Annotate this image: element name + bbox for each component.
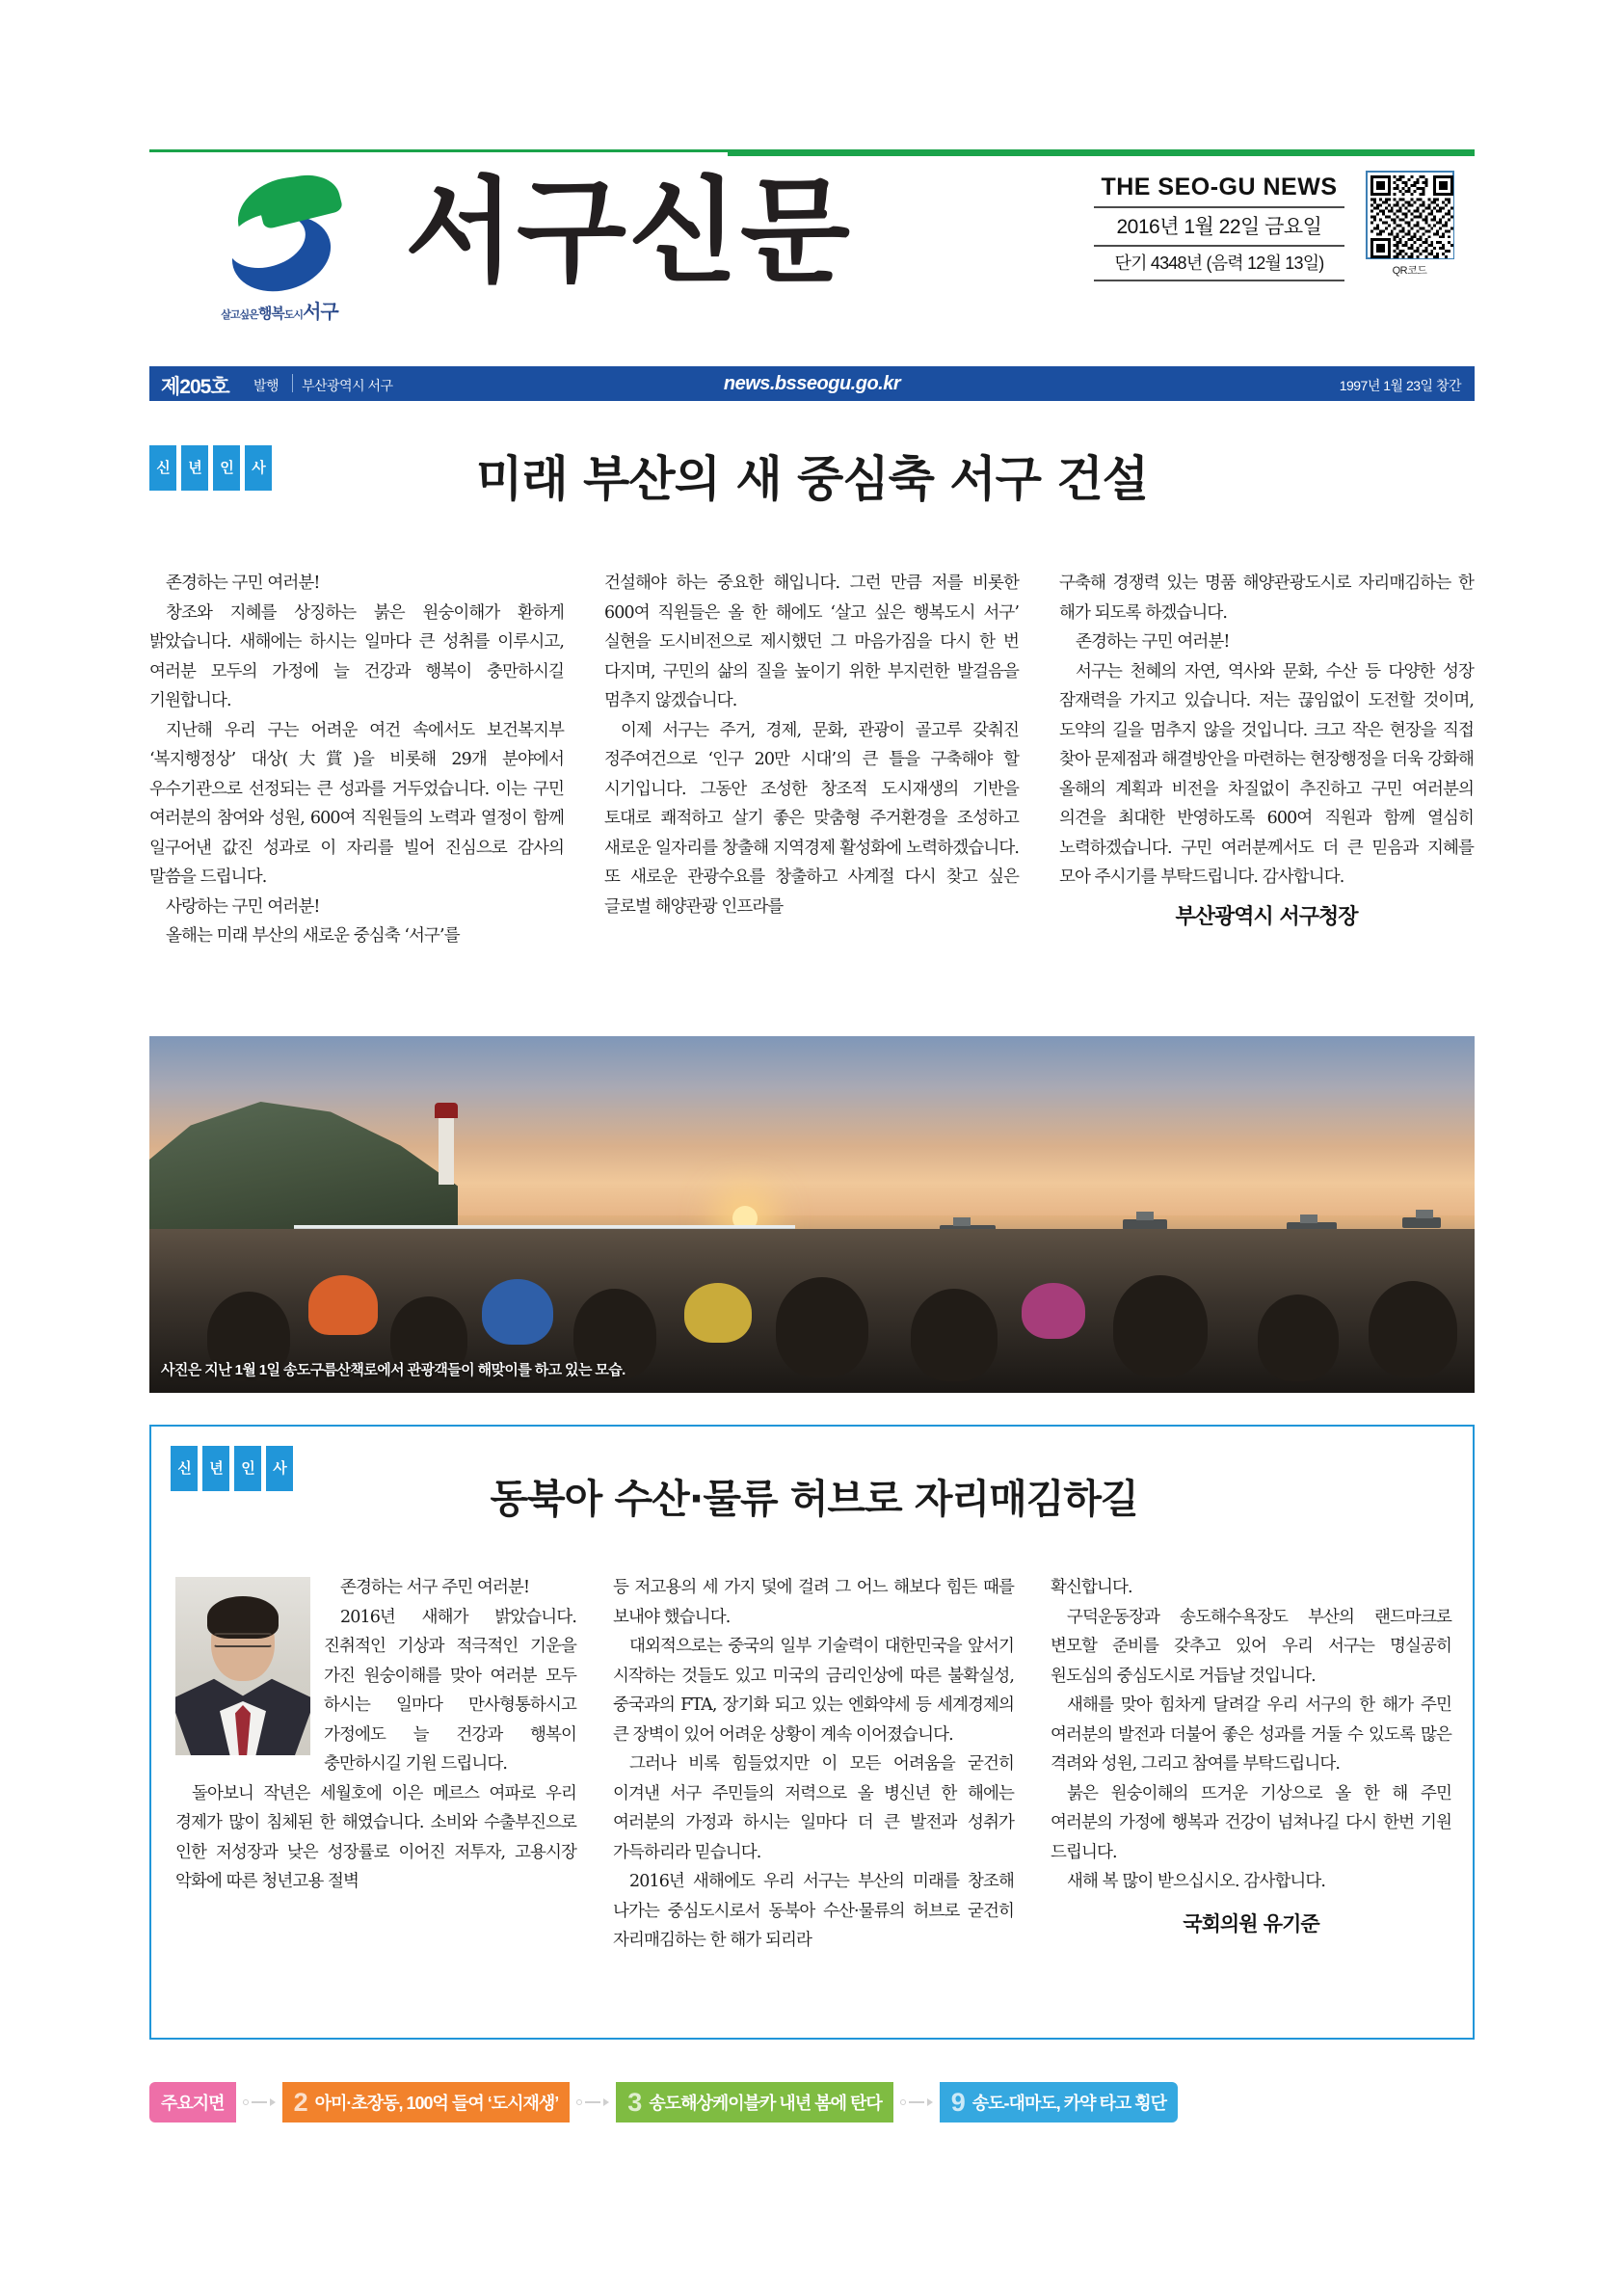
qr-code-block[interactable] [1359, 171, 1460, 278]
highlights-bar [149, 2082, 1475, 2122]
badge-char-2: 년 [181, 445, 208, 491]
badge-char-4: 사 [245, 445, 272, 491]
website-url[interactable]: news.bsseogu.go.kr [723, 373, 901, 394]
highlight-item-1[interactable] [282, 2082, 571, 2122]
logo-slogan-3: 도시 [283, 309, 304, 321]
paragraph: 등 저고용의 세 가지 덫에 걸려 그 어느 해보다 힘든 때를 보내야 했습니다. [613, 1578, 1014, 1627]
article-1-signature: 부산광역시 서구청장 [1175, 904, 1358, 929]
paragraph: 대외적으로는 중국의 일부 기술력이 대한민국을 앞서기 시작하는 것들도 있고 미국의 금리인상에 따른 불확실성, 중국과의 FTA, 장기화 되고 있는 엔화약세 등 세계경제의 큰 장벽이 있어 어려운 상황이 계속 이어졌습니다. [613, 1637, 1014, 1745]
masthead-datebox [1094, 171, 1344, 281]
solar-date: 2016년 1월 22일 금요일 [1116, 216, 1322, 238]
article-2-signature: 국회의원 유기준 [1183, 1911, 1319, 1936]
lunar-date-line [1094, 247, 1344, 281]
paragraph: 구축해 경쟁력 있는 명품 해양관광도시로 자리매김하는 한 해가 되도록 하겠습니다. [1059, 574, 1474, 623]
masthead-top-rule-thick [728, 149, 1475, 156]
highlight-page-number: 3 [627, 2087, 642, 2117]
photo-person [482, 1279, 553, 1345]
paragraph: 올해는 미래 부산의 새로운 중심축 ‘서구’를 [166, 926, 460, 946]
paragraph: 이제 서구는 주거, 경제, 문화, 관광이 골고루 갖춰진 정주여건으로 ‘인구 20만 시대’의 큰 틀을 구축해야 할 시기입니다. 그동안 조성한 창조적 도시재생의 기반을 토대로 쾌적하고 살기 좋은 맞춤형 주거환경을 조성하고 새로운 일자리를 창출해 지역경제 활성화에 노력하겠습니다. 또 새로운 관광수요를 창출하고 사계절 다시 찾고 싶은 글로벌 해양관광 인프라를 [604, 720, 1019, 917]
logo-slogan-1: 살고싶은 [221, 309, 258, 321]
logo-slogan-2: 행복 [257, 306, 284, 322]
article-1-column-3 [1059, 569, 1474, 951]
photo-person [1022, 1283, 1085, 1339]
paragraph: 서구는 천혜의 자연, 역사와 문화, 수산 등 다양한 성장 잠재력을 가지고 있습니다. 저는 끊임없이 도전할 것이며, 도약의 길을 멈추지 않을 것입니다. 크고 작은 현장을 직접 찾아 문제점과 해결방안을 마련하는 현장행정을 더욱 강화해 올해의 계획과 비전을 차질없이 추진하고 구민 여러분의 의견을 최대한 반영하도록 600여 직원과 함께 열심히 노력하겠습니다. 구민 여러분께서도 더 큰 믿음과 지혜를 모아 주시기를 부탁드립니다. 감사합니다. [1059, 661, 1474, 887]
paragraph: 그러나 비록 힘들었지만 이 모든 어려움을 굳건히 이겨낸 서구 주민들의 저력으로 올 병신년 한 해에는 여러분의 가정과 하시는 일마다 더 큰 발전과 성취가 가득하리라 믿습니다. [613, 1754, 1014, 1862]
logo-name: 서구 [303, 302, 338, 323]
article-1-column-1 [149, 569, 564, 951]
publisher-name: 부산광역시 서구 [302, 378, 393, 393]
paragraph: 새해 복 많이 받으십시오. 감사합니다. [1067, 1872, 1326, 1891]
highlight-item-2[interactable] [616, 2082, 892, 2122]
publish-label: 발행 [253, 378, 279, 393]
article-2-column-3 [1051, 1573, 1451, 1956]
highlights-label: 주요지면 [149, 2082, 236, 2122]
highlight-page-number: 2 [293, 2087, 307, 2117]
arrow-separator-icon [570, 2082, 616, 2122]
article-2-column-1 [175, 1573, 576, 1956]
photo-person [776, 1277, 868, 1377]
photo-person [684, 1283, 752, 1343]
english-title: THE SEO-GU NEWS [1101, 174, 1338, 200]
article-1-body [149, 569, 1475, 951]
badge-char-4: 사 [266, 1446, 293, 1491]
badge-char-3: 인 [234, 1446, 261, 1491]
paragraph: 2016년 새해가 밝았습니다. 진취적인 기상과 적극적인 기운을 가진 원숭이해를 맞아 여러분 모두 하시는 일마다 만사형통하시고 가정에도 늘 건강과 행복이 충만하시길 기원 드립니다. [324, 1607, 576, 1774]
badge-char-3: 인 [213, 445, 240, 491]
lunar-date: 단기 4348년 (음력 12월 13일) [1114, 254, 1324, 273]
highlight-text: 송도-대마도, 카약 타고 횡단 [971, 2094, 1167, 2113]
photo-person [911, 1289, 998, 1381]
photo-person [1369, 1281, 1457, 1377]
paragraph: 지난해 우리 구는 어려운 여건 속에서도 보건복지부 ‘복지행정상’ 대상(大賞)을 비롯해 29개 분야에서 우수기관으로 선정되는 큰 성과를 거두었습니다. 이는 구민 여러분의 참여와 성원, 600여 직원들의 노력과 열정이 함께 일구어낸 값진 성과로 이 자리를 빌어 진심으로 감사의 말씀을 드립니다. [149, 720, 564, 887]
solar-date-line [1094, 208, 1344, 247]
paragraph: 구덕운동장과 송도해수욕장도 부산의 랜드마크로 변모할 준비를 갖추고 있어 우리 서구는 명실공히 원도심의 중심도시로 거듭날 것입니다. [1051, 1607, 1451, 1686]
highlight-text: 아미·초장동, 100억 들여 ‘도시재생’ [314, 2094, 559, 2113]
article-2-headline: 동북아 수산·물류 허브로 자리매김하길 [490, 1476, 1138, 1522]
paragraph: 사랑하는 구민 여러분! [166, 896, 320, 917]
highlight-item-3[interactable] [940, 2082, 1178, 2122]
article-2-column-2 [613, 1573, 1014, 1956]
article-2-body [175, 1573, 1452, 1956]
paragraph: 존경하는 구민 여러분! [166, 574, 320, 593]
issue-bar [149, 366, 1475, 401]
badge-char-1: 신 [171, 1446, 198, 1491]
founded-date: 1997년 1월 23일 창간 [1339, 378, 1461, 393]
paragraph: 새해를 맞아 힘차게 달려갈 우리 서구의 한 해가 주민 여러분의 발전과 더불어 좋은 성과를 거둘 수 있도록 많은 격려와 성원, 그리고 참여를 부탁드립니다. [1051, 1695, 1451, 1774]
english-title-line [1094, 171, 1344, 208]
photo-ship-4 [1402, 1217, 1441, 1228]
arrow-separator-icon [893, 2082, 940, 2122]
lighthouse-icon [439, 1115, 454, 1185]
issue-number: 제205호 [161, 376, 229, 398]
photo-person [308, 1275, 378, 1335]
page-title: 서구신문 [405, 165, 852, 298]
photo-person [1113, 1275, 1208, 1377]
seogu-logo-wordmark [169, 296, 390, 324]
article-2 [149, 1425, 1475, 2040]
paragraph: 붉은 원숭이해의 뜨거운 기상으로 올 한 해 주민 여러분의 가정에 행복과 건강이 넘쳐나길 다시 한번 기원 드립니다. [1051, 1783, 1451, 1862]
seogu-logo [169, 176, 390, 324]
portrait-photo [175, 1577, 310, 1755]
paragraph: 창조와 지혜를 상징하는 붉은 원숭이해가 환하게 밝았습니다. 새해에는 하시는 일마다 큰 성취를 이루시고, 여러분 모두의 가정에 늘 건강과 행복이 충만하시길 기원합니다. [149, 602, 564, 710]
article-1-headline: 미래 부산의 새 중심축 서구 건설 [476, 451, 1148, 507]
paragraph: 존경하는 서구 주민 여러분! [340, 1578, 530, 1597]
photo-person [1258, 1295, 1339, 1381]
paragraph: 확신합니다. [1051, 1578, 1132, 1597]
qr-code-label: QR코드 [1392, 265, 1427, 277]
paragraph: 2016년 새해에도 우리 서구는 부산의 미래를 창조해 나가는 중심도시로서 동북아 수산·물류의 허브로 굳건히 자리매김하는 한 해가 되리라 [613, 1872, 1014, 1950]
highlight-text: 송도해상케이블카 내년 봄에 탄다 [649, 2094, 882, 2113]
article-1-column-2 [604, 569, 1019, 951]
badge-char-1: 신 [149, 445, 176, 491]
sunrise-photo [149, 1036, 1475, 1393]
photo-caption: 사진은 지난 1월 1일 송도구름산책로에서 관광객들이 해맞이를 하고 있는 모습. [161, 1362, 625, 1378]
highlight-page-number: 9 [950, 2087, 965, 2117]
paragraph: 존경하는 구민 여러분! [1076, 632, 1230, 652]
masthead [149, 149, 1475, 357]
badge-char-2: 년 [202, 1446, 229, 1491]
arrow-separator-icon [236, 2082, 282, 2122]
paragraph: 건설해야 하는 중요한 해입니다. 그런 만큼 저를 비롯한 600여 직원들은 올 한 해에도 ‘살고 싶은 행복도시 서구’ 실현을 도시비전으로 제시했던 그 마음가짐을 다시 한 번 다지며, 구민의 삶의 질을 높이기 위한 부지런한 발걸음을 멈추지 않겠습니다. [604, 574, 1019, 710]
paragraph: 돌아보니 작년은 세월호에 이은 메르스 여파로 우리 경제가 많이 침체된 한 해였습니다. 소비와 수출부진으로 인한 저성장과 낮은 성장률로 이어진 저투자, 고용시장 악화에 따른 청년고용 절벽 [175, 1783, 576, 1891]
seogu-logo-symbol-icon [220, 176, 340, 292]
qr-code-icon[interactable] [1366, 171, 1454, 259]
